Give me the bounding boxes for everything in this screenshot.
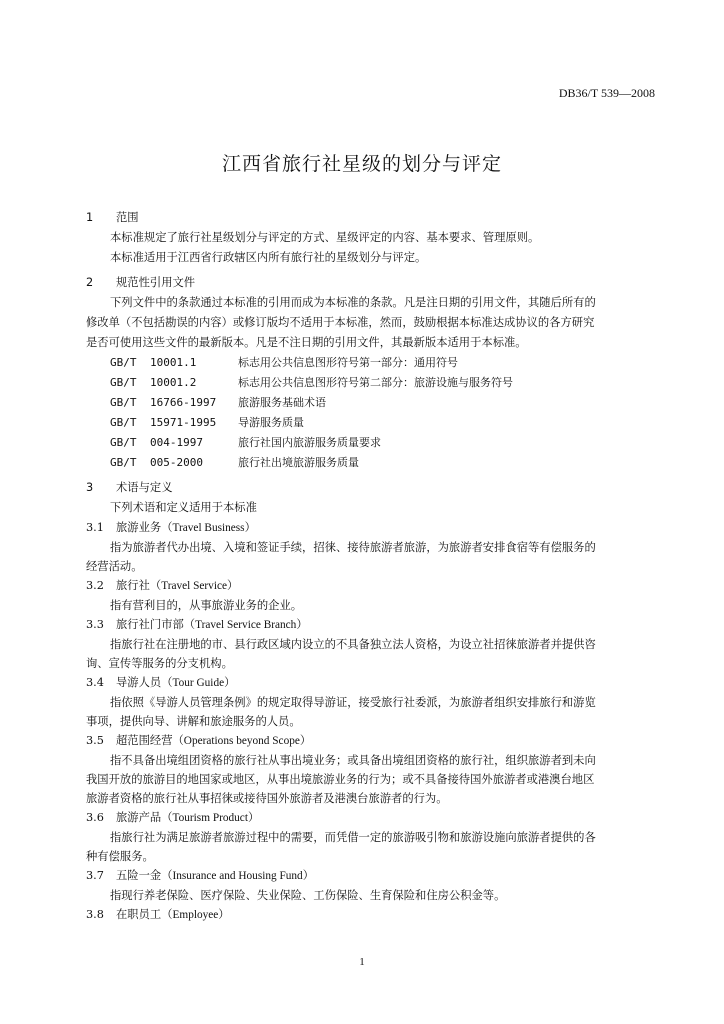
section-number: 1 — [86, 211, 94, 224]
page-number: 1 — [359, 956, 365, 968]
section-title: 术语与定义 — [116, 481, 173, 494]
term-number: 3.5 — [86, 734, 104, 747]
section-heading-2 — [86, 273, 658, 293]
reference-standard: GB/T — [110, 356, 137, 369]
term-number: 3.3 — [86, 618, 104, 631]
term-heading — [86, 518, 658, 538]
reference-item — [86, 393, 658, 413]
section-title: 范围 — [116, 211, 139, 224]
term-definition-line: 事项，提供向导、讲解和旅途服务的人员。 — [86, 715, 301, 728]
term-name: 超范围经营 — [116, 734, 173, 747]
paragraph: 下列术语和定义适用于本标准 — [110, 501, 257, 514]
reference-item — [86, 373, 658, 393]
term-definition-line: 指依照《导游人员管理条例》的规定取得导游证，接受旅行社委派，为旅游者组织安排旅行和游览 — [110, 696, 596, 709]
reference-title: 旅游服务基础术语 — [238, 396, 326, 409]
section-heading-3 — [86, 478, 658, 498]
term-definition-line: 询、宣传等服务的分支机构。 — [86, 657, 233, 670]
term-english: （Travel Service） — [149, 580, 239, 592]
term-heading — [86, 866, 658, 886]
reference-id: 15971-1995 — [150, 416, 217, 429]
term-english: （Travel Business） — [161, 522, 256, 534]
term-english: （Employee） — [161, 909, 230, 921]
term-english: （Tourism Product） — [161, 812, 260, 824]
reference-title: 导游服务质量 — [238, 416, 304, 429]
term-definition-line: 经营活动。 — [86, 560, 143, 573]
term-english: （Travel Service Branch） — [183, 619, 308, 631]
reference-id: 005-2000 — [150, 456, 203, 469]
term-definition-line: 种有偿服务。 — [86, 850, 154, 863]
reference-standard: GB/T — [110, 456, 137, 469]
paragraph: 本标准适用于江西省行政辖区内所有旅行社的星级划分与评定。 — [110, 251, 427, 264]
term-heading — [86, 576, 658, 596]
term-definition-line: 指旅行社在注册地的市、县行政区域内设立的不具备独立法人资格，为设立社招徕旅游者并提供咨 — [110, 638, 596, 651]
term-number: 3.7 — [86, 869, 104, 882]
reference-item — [86, 413, 658, 433]
document-body — [86, 208, 658, 925]
term-heading — [86, 673, 658, 693]
term-english: （Tour Guide） — [161, 677, 236, 689]
term-name: 旅游产品 — [116, 811, 162, 824]
reference-item — [86, 433, 658, 453]
term-number: 3.8 — [86, 908, 104, 921]
reference-standard: GB/T — [110, 396, 137, 409]
reference-standard: GB/T — [110, 416, 137, 429]
term-name: 旅行社 — [116, 579, 150, 592]
term-heading — [86, 731, 658, 751]
term-number: 3.6 — [86, 811, 104, 824]
term-english: （Operations beyond Scope） — [172, 735, 312, 747]
section-number: 3 — [86, 481, 94, 494]
reference-standard: GB/T — [110, 436, 137, 449]
term-number: 3.4 — [86, 676, 104, 689]
document-title: 江西省旅行社星级的划分与评定 — [221, 153, 502, 175]
term-definition-line: 指为旅游者代办出境、入境和签证手续，招徕、接待旅游者旅游，为旅游者安排食宿等有偿服务的 — [110, 541, 596, 554]
term-definition-line: 旅游者资格的旅行社从事招徕或接待国外旅游者及港澳台旅游者的行为。 — [86, 792, 448, 805]
reference-id: 16766-1997 — [150, 396, 217, 409]
paragraph-line: 下列文件中的条款通过本标准的引用而成为本标准的条款。凡是注日期的引用文件，其随后所有的 — [110, 296, 596, 309]
term-number: 3.2 — [86, 579, 104, 592]
reference-id: 004-1997 — [150, 436, 203, 449]
reference-title: 旅行社国内旅游服务质量要求 — [238, 436, 381, 449]
term-name: 五险一金 — [116, 869, 162, 882]
reference-title: 标志用公共信息图形符号第一部分：通用符号 — [238, 356, 458, 369]
term-heading — [86, 808, 658, 828]
reference-standard: GB/T — [110, 376, 137, 389]
section-number: 2 — [86, 276, 94, 289]
document-code: DB36/T 539—2008 — [558, 86, 655, 100]
term-definition-line: 指现行养老保险、医疗保险、失业保险、工伤保险、生育保险和住房公积金等。 — [110, 889, 506, 902]
section-heading-1 — [86, 208, 658, 228]
reference-title: 旅行社出境旅游服务质量 — [238, 456, 359, 469]
term-definition-line: 指旅行社为满足旅游者旅游过程中的需要，而凭借一定的旅游吸引物和旅游设施向旅游者提供的各 — [110, 831, 596, 844]
term-name: 旅游业务 — [116, 521, 162, 534]
paragraph: 本标准规定了旅行社星级划分与评定的方式、星级评定的内容、基本要求、管理原则。 — [110, 231, 540, 244]
paragraph-line: 修改单（不包括勘误的内容）或修订版均不适用于本标准，然而，鼓励根据本标准达成协议的各方研究 — [86, 316, 595, 329]
term-name: 在职员工 — [116, 908, 162, 921]
term-definition-line: 我国开放的旅游目的地国家或地区，从事出境旅游业务的行为；或不具备接待国外旅游者或港澳台地区 — [86, 773, 595, 786]
term-english: （Insurance and Housing Fund） — [161, 870, 315, 882]
term-name: 旅行社门市部 — [116, 618, 184, 631]
reference-item — [86, 453, 658, 473]
term-heading — [86, 905, 658, 925]
section-title: 规范性引用文件 — [116, 276, 196, 289]
reference-item — [86, 353, 658, 373]
reference-title: 标志用公共信息图形符号第二部分：旅游设施与服务符号 — [238, 376, 513, 389]
term-definition-line: 指不具备出境组团资格的旅行社从事出境业务；或具备出境组团资格的旅行社，组织旅游者到未向 — [110, 754, 596, 767]
term-heading — [86, 615, 658, 635]
paragraph-line: 是否可使用这些文件的最新版本。凡是不注日期的引用文件，其最新版本适用于本标准。 — [86, 336, 527, 349]
term-name: 导游人员 — [116, 676, 162, 689]
term-number: 3.1 — [86, 521, 104, 534]
reference-id: 10001.1 — [150, 356, 197, 369]
term-definition-line: 指有营利目的，从事旅游业务的企业。 — [110, 599, 303, 612]
reference-id: 10001.2 — [150, 376, 197, 389]
